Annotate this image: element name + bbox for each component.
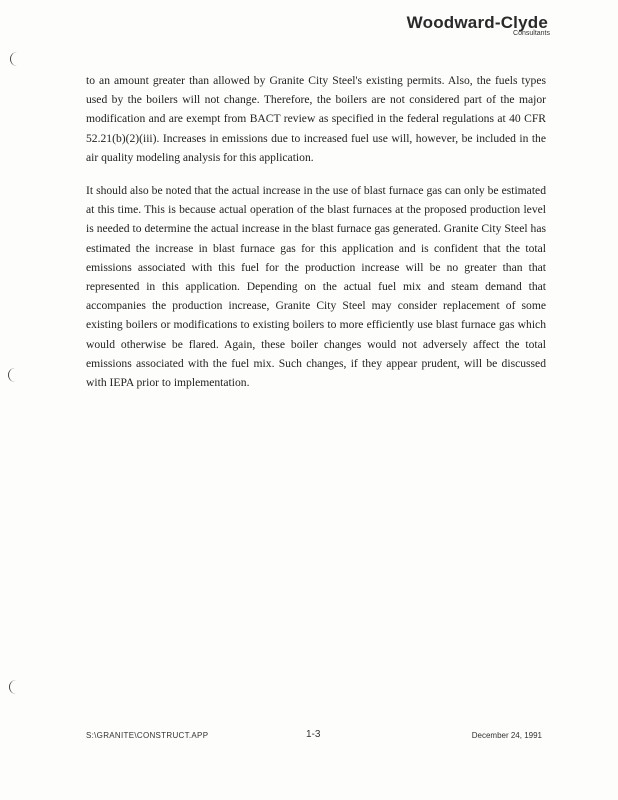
paragraph-1: to an amount greater than allowed by Granite City Steel's existing permits. Also, the fuels types used by the boilers will not change. Therefore, the boilers are not considered part of the major modification and are exempt from BACT review as specified in the federal regulations at 40 CFR 52.21(b)(2)(iii). Increases in emissions due to increased fuel use will, however, be included in the air quality modeling analysis for this application. (86, 74, 546, 164)
company-name: Woodward-Clyde (406, 13, 548, 32)
letterhead (407, 14, 548, 38)
binder-hole-mark-middle (8, 368, 17, 382)
paragraph-2: It should also be noted that the actual increase in the use of blast furnace gas can only be estimated at this time. This is because actual operation of the blast furnaces at the proposed production level is needed to determine the actual increase in the blast furnace gas generated. Granite City Steel has estimated the increase in blast furnace gas for this application and is confident that the total emissions associated with this fuel for the production increase will be no greater than that represented in this application. Depending on the actual fuel mix and steam demand that accompanies the production increase, Granite City Steel may consider replacement of some existing boilers or modifications to existing boilers to more efficiently use blast furnace gas which would otherwise be flared. Again, these boiler changes would not adversely affect the total emissions associated with the fuel mix. Such changes, if they appear prudent, will be discussed with IEPA prior to implementation. (86, 184, 546, 390)
body-text (86, 71, 546, 406)
company-tagline: Consultants (513, 30, 550, 37)
binder-hole-mark-bottom (9, 680, 18, 694)
footer-date: December 24, 1991 (471, 731, 542, 740)
footer-filename: S:\GRANITE\CONSTRUCT.APP (86, 731, 209, 740)
binder-hole-mark-top (10, 52, 19, 66)
footer-page-number: 1-3 (306, 729, 321, 740)
